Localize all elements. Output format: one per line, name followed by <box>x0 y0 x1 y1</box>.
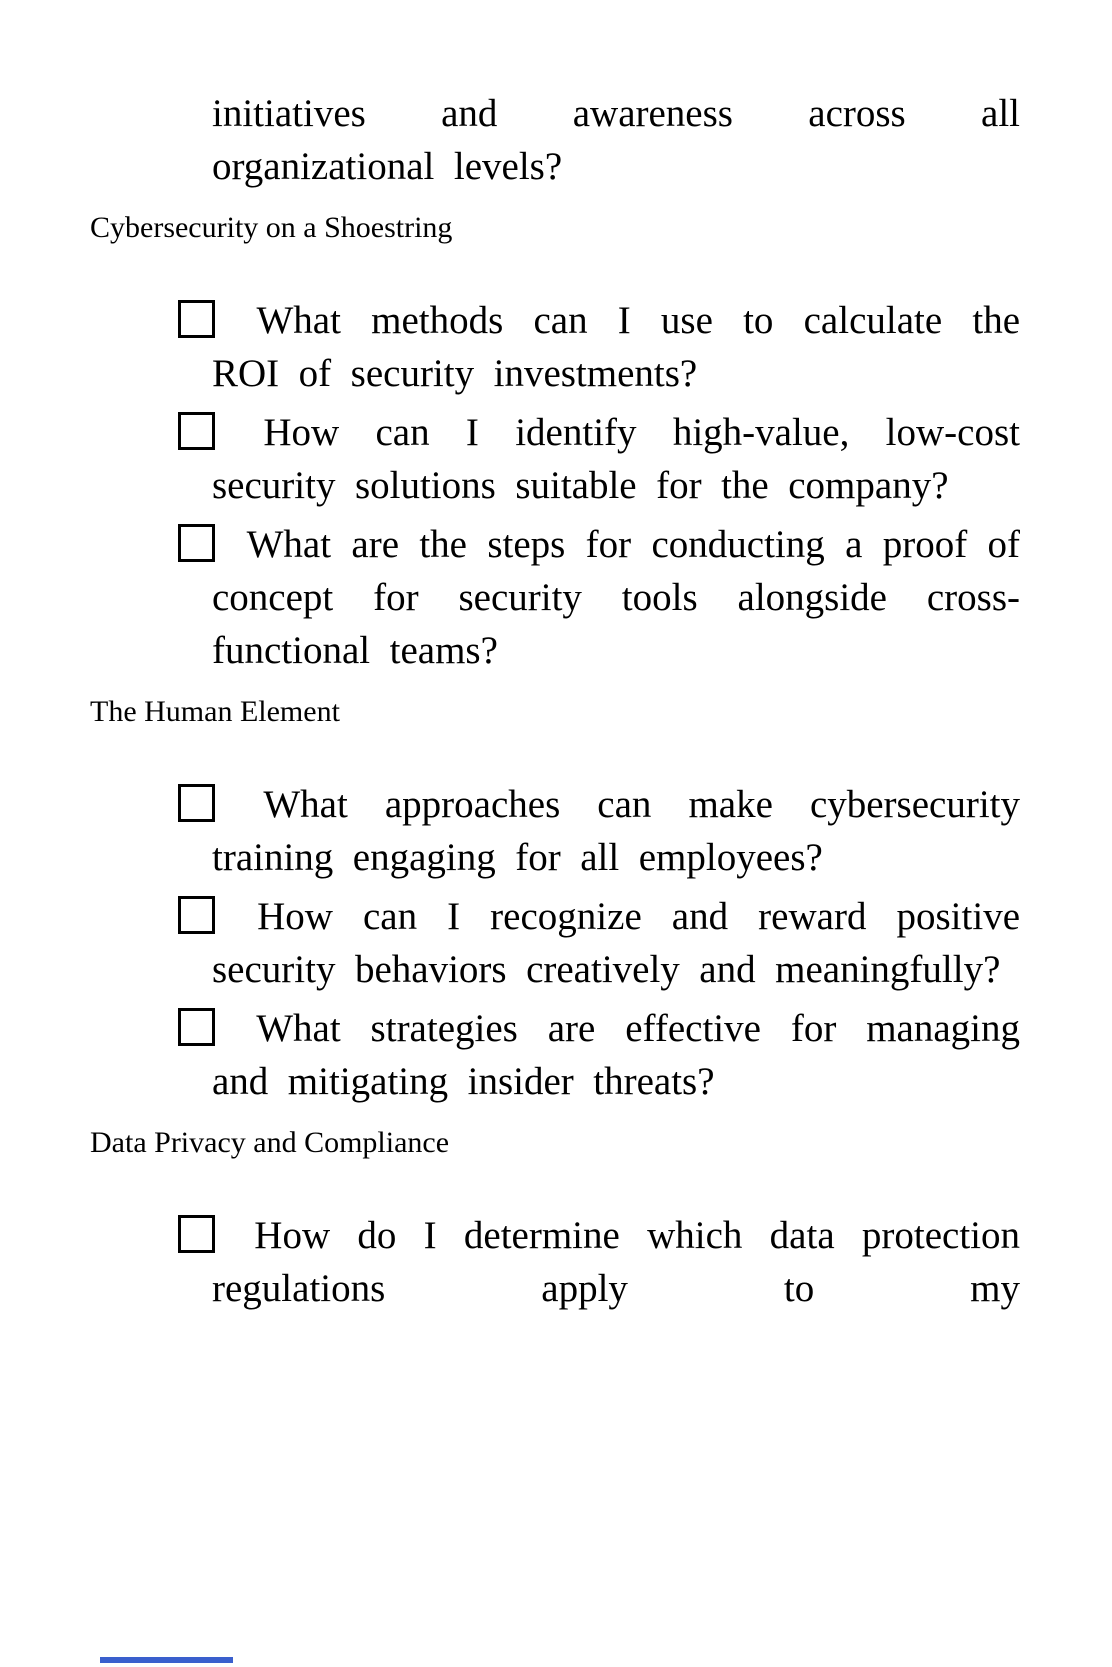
checklist-item <box>212 1002 1020 1108</box>
section-heading-the-human-element: The Human Element <box>90 695 340 728</box>
checklist-item <box>212 518 1020 677</box>
checkbox-icon <box>178 524 215 562</box>
checklist-item <box>212 778 1020 884</box>
checklist-item <box>212 1209 1020 1315</box>
checkbox-icon <box>178 1008 215 1046</box>
checklist-item <box>212 890 1020 996</box>
section-heading-cybersecurity-on-a-shoestring: Cybersecurity on a Shoestring <box>90 211 453 244</box>
checkbox-icon <box>178 1215 215 1253</box>
question-checklist-data-privacy <box>0 1209 1112 1315</box>
checklist-item-text: What strategies are effective for managing and mitigating insider threats? <box>212 1007 1020 1103</box>
checklist-item-text: How can I identify high-value, low-cost security solutions suitable for the company? <box>212 411 1020 507</box>
checklist-item-text: What approaches can make cybersecurity training engaging for all employees? <box>212 783 1021 879</box>
checkbox-icon <box>178 896 215 934</box>
checklist-item <box>212 294 1020 400</box>
checkbox-icon <box>178 784 215 822</box>
checkbox-icon <box>178 412 215 450</box>
section-heading-data-privacy-and-compliance: Data Privacy and Compliance <box>90 1126 450 1159</box>
checklist-item-text: How can I recognize and reward positive security behaviors creatively and meaningfully? <box>212 895 1020 991</box>
question-checklist-human-element <box>0 778 1112 1108</box>
reading-progress-bar[interactable] <box>100 1657 233 1663</box>
checklist-item-text: How do I determine which data protection regulations apply to my <box>212 1214 1021 1310</box>
checklist-item <box>212 406 1020 512</box>
checkbox-icon <box>178 300 215 338</box>
paragraph-continuation: initiatives and awareness across all organizational levels? <box>212 92 1020 188</box>
checklist-item-text: What are the steps for conducting a proof of concept for security tools alongside cross-functional teams? <box>212 523 1020 672</box>
checklist-item-text: What methods can I use to calculate the ROI of security investments? <box>212 299 1021 395</box>
question-checklist-shoestring <box>0 294 1112 677</box>
